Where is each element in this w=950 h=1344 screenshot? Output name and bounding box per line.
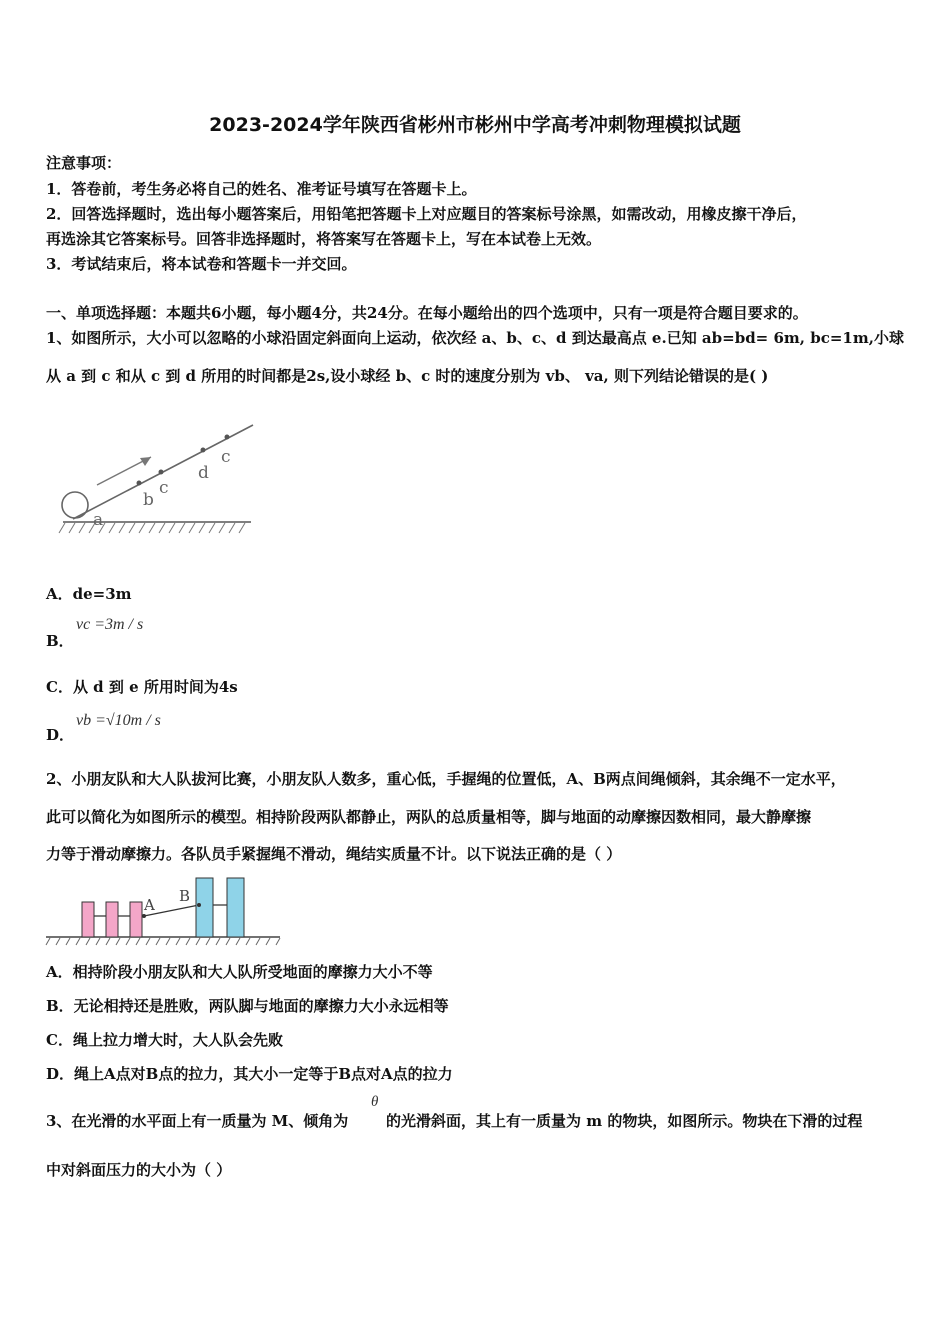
adult-1: [196, 878, 213, 937]
q1-stem-line1: 1、如图所示，大小可以忽略的小球沿固定斜面向上运动，依次经 a、b、c、d 到达最高点 e.已知 ab=bd= 6m, bc=1m,小球: [46, 329, 904, 347]
notice-heading: 注意事项：: [46, 154, 122, 172]
notice-item-3: 3．考试结束后，将本试卷和答题卡一并交回。: [46, 255, 357, 273]
q2-figure: [44, 870, 284, 950]
page-title: 2023-2024学年陕西省彬州市彬州中学高考冲刺物理模拟试题: [209, 114, 741, 136]
theta-symbol: θ: [371, 1094, 379, 1110]
label-e: c: [221, 447, 231, 467]
q2-option-a: A．相持阶段小朋友队和大人队所受地面的摩擦力大小不等: [46, 963, 433, 981]
child-2: [106, 902, 118, 937]
label-point-b: B: [179, 887, 191, 905]
q3-stem-line2: 中对斜面压力的大小为（ ）: [46, 1161, 232, 1179]
section-heading: 一、单项选择题：本题共6小题，每小题4分，共24分。在每小题给出的四个选项中，只有一项是符合题目要求的。: [46, 304, 808, 322]
q2-option-d: D．绳上A点对B点的拉力，其大小一定等于B点对A点的拉力: [46, 1065, 453, 1083]
q2-stem-line2: 此可以简化为如图所示的模型。相持阶段两队都静止，两队的总质量相等，脚与地面的动摩擦因数相同，最大静摩擦: [46, 808, 812, 826]
child-3: [130, 902, 142, 937]
q1-option-a: A．de=3m: [46, 585, 132, 603]
q2-stem-line1: 2、小朋友队和大人队拔河比赛，小朋友队人数多，重心低，手握绳的位置低，A、B两点间绳倾斜，其余绳不一定水平，: [46, 770, 846, 788]
notice-item-2-cont: 再选涂其它答案标号。回答非选择题时，将答案写在答题卡上，写在本试卷上无效。: [46, 230, 602, 248]
q1-option-b-label: B．: [46, 632, 74, 650]
q1-option-d-math: vb =√10m / s: [76, 712, 161, 729]
q1-option-d-label: D．: [46, 726, 75, 744]
child-1: [82, 902, 94, 937]
label-b: b: [143, 490, 154, 510]
label-c: c: [159, 478, 169, 498]
q1-stem-line2: 从 a 到 c 和从 c 到 d 所用的时间都是2s,设小球经 b、c 时的速度分别为 vb、 va, 则下列结论错误的是( ): [46, 367, 769, 385]
label-a: a: [93, 510, 104, 530]
adult-2: [227, 878, 244, 937]
q3-stem-line1-b: 的光滑斜面，其上有一质量为 m 的物块，如图所示。物块在下滑的过程: [386, 1112, 863, 1130]
q1-figure: [55, 415, 265, 545]
ball: [62, 492, 88, 518]
notice-item-2: 2．回答选择题时，选出每小题答案后，用铅笔把答题卡上对应题目的答案标号涂黑，如需改动，用橡皮擦干净后，: [46, 205, 807, 223]
q1-option-c: C．从 d 到 e 所用时间为4s: [46, 678, 238, 696]
q2-option-c: C．绳上拉力增大时，大人队会先败: [46, 1031, 283, 1049]
label-d: d: [198, 463, 209, 483]
q2-stem-line3: 力等于滑动摩擦力。各队员手紧握绳不滑动，绳结实质量不计。以下说法正确的是（ ）: [46, 845, 622, 863]
q3-stem-line1-a: 3、在光滑的水平面上有一质量为 M、倾角为: [46, 1112, 349, 1130]
q2-option-b: B．无论相持还是胜败，两队脚与地面的摩擦力大小永远相等: [46, 997, 449, 1015]
q1-option-b-math: vc =3m / s: [76, 616, 144, 633]
label-point-a: A: [144, 896, 155, 914]
notice-item-1: 1．答卷前，考生务必将自己的姓名、准考证号填写在答题卡上。: [46, 180, 477, 198]
